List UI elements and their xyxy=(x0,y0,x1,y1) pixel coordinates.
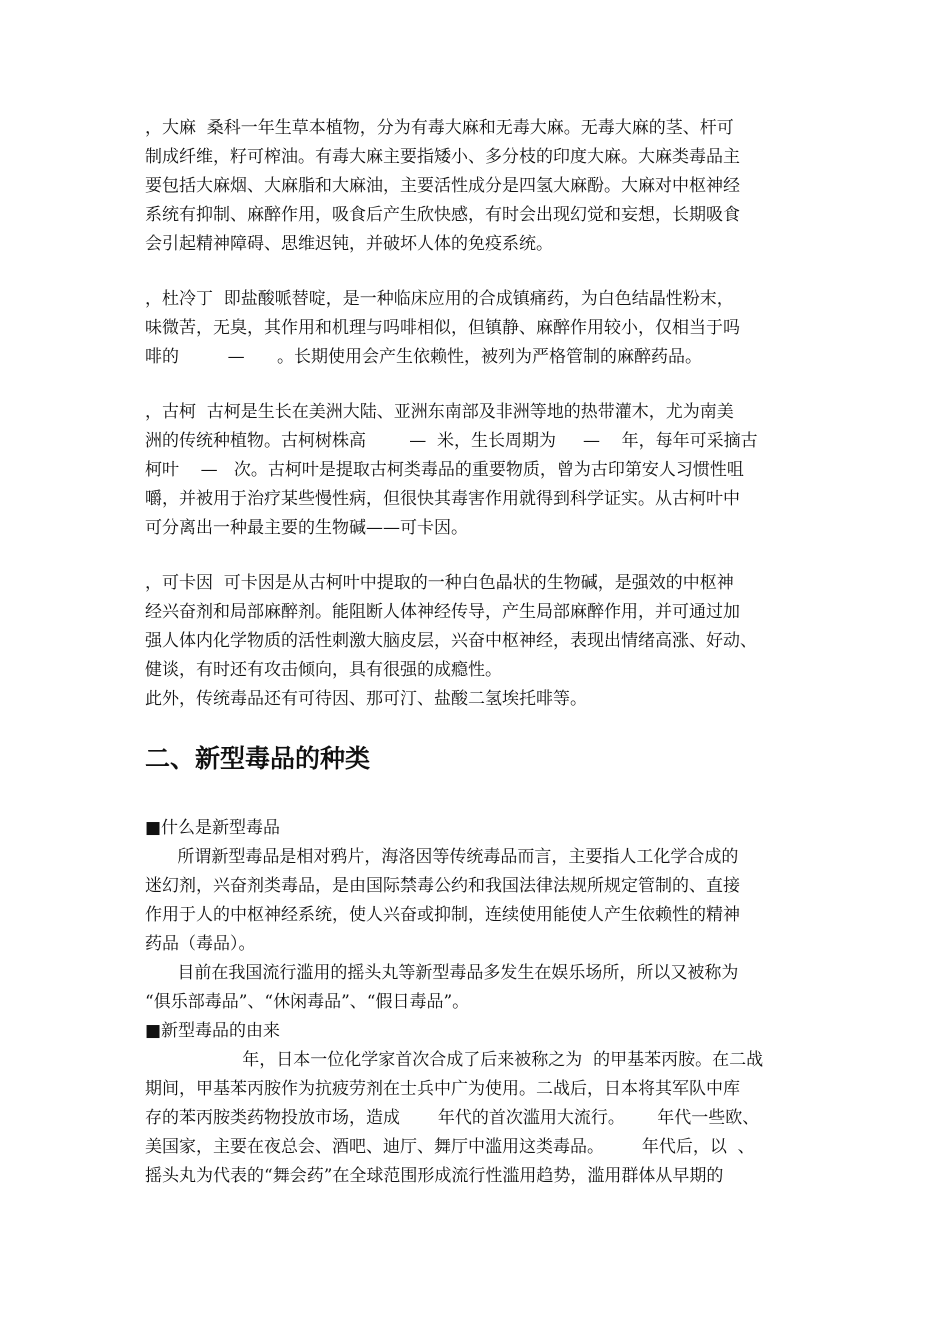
text-line: 洲的传统种植物。古柯树株高 — 米，生长周期为 — 年，每年可采摘古 xyxy=(145,431,758,451)
text-line: 制成纤维，籽可榨油。有毒大麻主要指矮小、多分枝的印度大麻。大麻类毒品主 xyxy=(145,147,740,167)
text-line: 嚼，并被用于治疗某些慢性病，但很快其毒害作用就得到科学证实。从古柯叶中 xyxy=(145,489,740,509)
text-line: 目前在我国流行滥用的摇头丸等新型毒品多发生在娱乐场所，所以又被称为 xyxy=(145,963,739,983)
subsection-title-what-is: ■什么是新型毒品 xyxy=(145,818,281,838)
text-line: ，可卡因 可卡因是从古柯叶中提取的一种白色晶状的生物碱，是强效的中枢神 xyxy=(145,573,734,593)
paragraph-origin xyxy=(145,1046,813,1191)
text-line: 美国家，主要在夜总会、酒吧、迪厅、舞厅中滥用这类毒品。 年代后，以 、 xyxy=(145,1137,755,1157)
text-line: 健谈，有时还有攻击倾向，具有很强的成瘾性。 xyxy=(145,660,502,680)
text-line: ，大麻 桑科一年生草本植物，分为有毒大麻和无毒大麻。无毒大麻的茎、杆可 xyxy=(145,118,734,138)
text-line: 存的苯丙胺类药物投放市场，造成 年代的首次滥用大流行。 年代一些欧、 xyxy=(145,1108,760,1128)
text-line: 年，日本一位化学家首次合成了后来被称之为 的甲基苯丙胺。在二战 xyxy=(145,1050,764,1070)
text-line: 啡的 — 。长期使用会产生依赖性，被列为严格管制的麻醉药品。 xyxy=(145,347,703,367)
text-line: 系统有抑制、麻醉作用，吸食后产生欣快感，有时会出现幻觉和妄想，长期吸食 xyxy=(145,205,740,225)
text-line: 所谓新型毒品是相对鸦片，海洛因等传统毒品而言，主要指人工化学合成的 xyxy=(145,847,739,867)
text-line: 迷幻剂，兴奋剂类毒品，是由国际禁毒公约和我国法律法规所规定管制的、直接 xyxy=(145,876,740,896)
paragraph-pethidine xyxy=(145,285,813,372)
text-line: 可分离出一种最主要的生物碱——可卡因。 xyxy=(145,518,468,538)
text-line: 期间，甲基苯丙胺作为抗疲劳剂在士兵中广为使用。二战后，日本将其军队中库 xyxy=(145,1079,740,1099)
text-line: 会引起精神障碍、思维迟钝，并破坏人体的免疫系统。 xyxy=(145,234,553,254)
section-heading: 二、新型毒品的种类 xyxy=(145,744,371,773)
text-line: 作用于人的中枢神经系统，使人兴奋或抑制，连续使用能使人产生依赖性的精神 xyxy=(145,905,740,925)
paragraph-cannabis xyxy=(145,114,813,259)
text-line: 经兴奋剂和局部麻醉剂。能阻断人体神经传导，产生局部麻醉作用，并可通过加 xyxy=(145,602,740,622)
text-line: 摇头丸为代表的“舞会药”在全球范围形成流行性滥用趋势，滥用群体从早期的 xyxy=(145,1166,724,1186)
text-line: 柯叶 — 次。古柯叶是提取古柯类毒品的重要物质，曾为古印第安人习惯性咀 xyxy=(145,460,744,480)
paragraph-definition xyxy=(145,843,813,1017)
text-line: 药品（毒品）。 xyxy=(145,934,256,954)
paragraph-cocaine xyxy=(145,569,813,714)
paragraph-coca xyxy=(145,398,813,543)
text-line: 强人体内化学物质的活性刺激大脑皮层，兴奋中枢神经，表现出情绪高涨、好动、 xyxy=(145,631,757,651)
text-line: “俱乐部毒品”、“休闲毒品”、“假日毒品”。 xyxy=(145,992,470,1012)
text-line: 此外，传统毒品还有可待因、那可汀、盐酸二氢埃托啡等。 xyxy=(145,689,587,709)
text-line: ，杜冷丁 即盐酸哌替啶，是一种临床应用的合成镇痛药，为白色结晶性粉末， xyxy=(145,289,734,309)
text-line: ，古柯 古柯是生长在美洲大陆、亚洲东南部及非洲等地的热带灌木，尤为南美 xyxy=(145,402,734,422)
subsection-title-origin: ■新型毒品的由来 xyxy=(145,1021,281,1041)
text-line: 要包括大麻烟、大麻脂和大麻油，主要活性成分是四氢大麻酚。大麻对中枢神经 xyxy=(145,176,740,196)
text-line: 味微苦，无臭，其作用和机理与吗啡相似，但镇静、麻醉作用较小，仅相当于吗 xyxy=(145,318,740,338)
